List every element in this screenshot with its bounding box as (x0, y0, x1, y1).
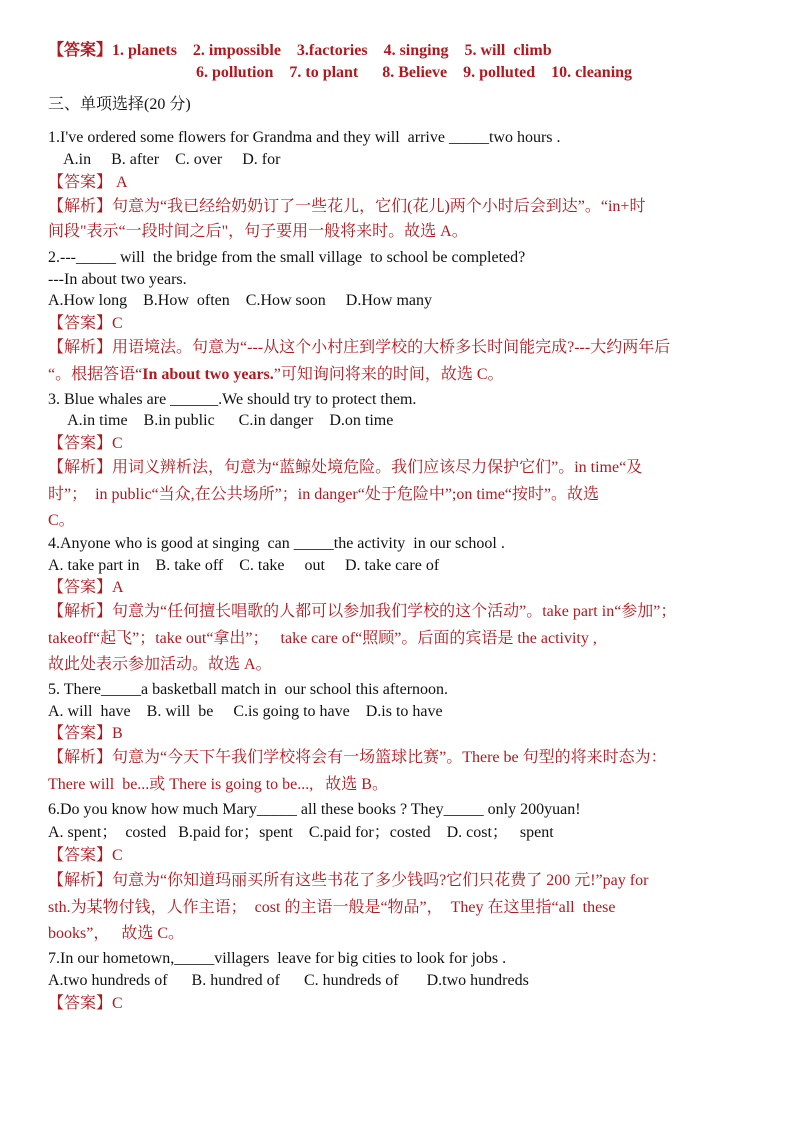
question-6-explanation-line-3: books”， 故选 C。 (48, 925, 185, 942)
question-2-stem-reply: ---In about two years. (48, 271, 187, 288)
question-1-explanation-line-1 (48, 197, 645, 217)
question-2-explanation-line-1 (48, 338, 670, 358)
explanation-text: 用词义辨析法，句意为“蓝鲸处境危险。我们应该尽力保护它们”。in time“及 (112, 459, 643, 476)
question-2-answer: 【答案】C (48, 315, 123, 332)
question-5-answer: 【答案】B (48, 725, 123, 742)
explanation-label: 【解析】 (48, 198, 113, 215)
question-3-answer: 【答案】C (48, 435, 123, 452)
question-1-options: A.in B. after C. over D. for (48, 151, 281, 168)
answer-key-line-1 (48, 41, 552, 61)
question-4-options: A. take part in B. take off C. take out D. take care of (48, 557, 440, 574)
question-1-answer: 【答案】 A (48, 174, 128, 191)
answer-label: 【答案】 (48, 42, 113, 59)
explanation-label: 【解析】 (48, 339, 113, 356)
question-5-explanation-line-1 (48, 748, 667, 768)
question-5-stem: 5. There_____a basketball match in our school this afternoon. (48, 681, 449, 698)
answer-key-line-2: 6. pollution 7. to plant 8. Believe 9. polluted 10. cleaning (196, 64, 633, 81)
question-4-stem: 4.Anyone who is good at singing can _____the activity in our school . (48, 535, 505, 552)
explanation-label: 【解析】 (48, 603, 113, 620)
explanation-label: 【解析】 (48, 872, 113, 889)
question-6-explanation-line-1 (48, 871, 648, 891)
question-4-explanation-line-3: 故此处表示参加活动。故选 A。 (48, 656, 272, 673)
explanation-text: 用语境法。句意为“---从这个小村庄到学校的大桥多长时间能完成?---大约两年后 (112, 339, 671, 356)
question-3-explanation-line-2: 时”； in public“当众,在公共场所”；in danger“处于危险中”;on time“按时”。故选 (48, 486, 600, 503)
question-6-explanation-line-2: sth.为某物付钱，人作主语； cost 的主语一般是“物品”， They 在这里指“all these (48, 899, 616, 916)
explanation-label: 【解析】 (48, 459, 113, 476)
question-3-options: A.in time B.in public C.in danger D.on time (48, 412, 394, 429)
question-2-stem: 2.---_____ will the bridge from the small village to school be completed? (48, 249, 526, 266)
question-5-options: A. will have B. will be C.is going to have D.is to have (48, 703, 443, 720)
question-7-stem: 7.In our hometown,_____villagers leave for big cities to look for jobs . (48, 950, 507, 967)
question-3-explanation-line-3: C。 (48, 512, 75, 529)
question-4-answer: 【答案】A (48, 579, 124, 596)
question-7-answer: 【答案】C (48, 995, 123, 1012)
question-3-stem: 3. Blue whales are ______.We should try to protect them. (48, 391, 417, 408)
explanation-label: 【解析】 (48, 749, 113, 766)
question-7-options: A.two hundreds of B. hundred of C. hundreds of D.two hundreds (48, 972, 529, 989)
explanation-text: 句意为“任何擅长唱歌的人都可以参加我们学校的这个活动”。take part in“参加”； (112, 603, 677, 620)
explanation-text: ”可知询问将来的时间，故选 C。 (273, 366, 504, 383)
question-3-explanation-line-1 (48, 458, 642, 478)
question-6-options: A. spent； costed B.paid for；spent C.paid for；costed D. cost； spent (48, 824, 554, 841)
question-4-explanation-line-2: takeoff“起飞”；take out“拿出”； take care of“照顾”。后面的宾语是 the activity , (48, 630, 597, 647)
question-1-explanation-line-2: 间段"表示“一段时间之后"，句子要用一般将来时。故选 A。 (48, 223, 468, 240)
question-1-stem: 1.I've ordered some flowers for Grandma and they will arrive _____two hours . (48, 129, 561, 146)
question-2-explanation-line-2 (48, 365, 504, 385)
explanation-text: “。根据答语“ (48, 366, 143, 383)
explanation-text: 句意为“我已经给奶奶订了一些花儿，它们(花儿)两个小时后会到达”。“in+时 (112, 198, 646, 215)
answer-key-text-1: 1. planets 2. impossible 3.factories 4. singing 5. will climb (112, 42, 552, 59)
section-title: 三、单项选择(20 分) (48, 96, 191, 113)
question-2-options: A.How long B.How often C.How soon D.How many (48, 292, 432, 309)
explanation-text: 句意为“你知道玛丽买所有这些书花了多少钱吗?它们只花费了 200 元!”pay for (112, 872, 649, 889)
question-6-stem: 6.Do you know how much Mary_____ all these books ? They_____ only 200yuan! (48, 801, 581, 818)
explanation-quote: In about two years. (142, 366, 274, 383)
question-5-explanation-line-2: There will be...或 There is going to be..., 故选 B。 (48, 776, 388, 793)
question-4-explanation-line-1 (48, 602, 676, 622)
question-6-answer: 【答案】C (48, 847, 123, 864)
explanation-text: 句意为“今天下午我们学校将会有一场篮球比赛”。There be 句型的将来时态为： (112, 749, 667, 766)
